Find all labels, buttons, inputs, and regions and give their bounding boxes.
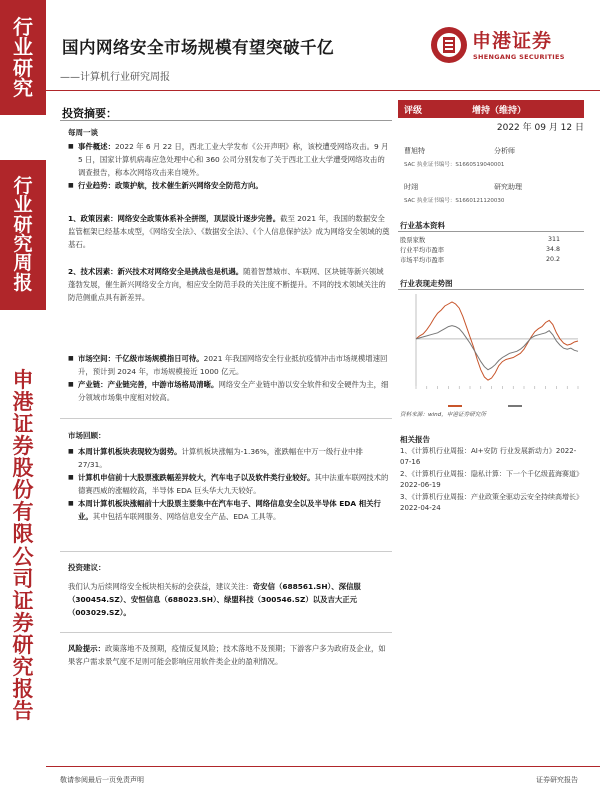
legend-swatch-1	[448, 405, 462, 407]
section-divider	[60, 551, 392, 552]
table-cell-value: 311	[547, 235, 560, 243]
logo-english-name: SHENGANG SECURITIES	[473, 53, 565, 61]
item-text: 2021 年我国网络安全行业抵抗疫情冲击市场规模增速回升，预计到 2024 年，市场规模接近 1000 亿元。	[78, 354, 388, 376]
band-char: 证	[12, 411, 34, 437]
risk-paragraph	[68, 642, 390, 668]
band-char: 行	[13, 174, 33, 197]
table-row	[400, 234, 582, 244]
related-reports-list	[400, 446, 584, 515]
analyst-role: 研究助理	[494, 183, 522, 191]
analyst-name: 曹旭特	[404, 147, 425, 155]
band-char: 证	[12, 587, 34, 613]
band-char: 券	[12, 609, 34, 635]
item-label: 本周计算机板块表现较为弱势。	[78, 447, 182, 456]
item-text: 网络安全产业链中游以安全软件和安全硬件为主，细分领域市场集中度相对较高。	[78, 380, 389, 402]
band-char: 行	[13, 14, 33, 39]
table-cell-value: 20.2	[545, 255, 560, 263]
risk-text: 政策落地不及预期，疫情反复风险；技术落地不及预期；下游客户多为政府及企业，如果客户需求景气度不足则可能会影响应用软件类企业的盈利情况。	[68, 644, 386, 666]
policy-paragraph	[68, 212, 390, 251]
band-char: 究	[13, 233, 33, 255]
page-title: 国内网络安全市场规模有望突破千亿	[62, 38, 334, 57]
related-report-link[interactable]: 3、《计算机行业周报：产业政策全驱动云安全持续高增长》2022-04-24	[400, 493, 583, 512]
basic-data-divider	[398, 231, 584, 232]
table-cell-value: 34.8	[545, 245, 560, 253]
policy-text: 截至 2021 年，我国的数据安全监管框架已经基本成型，《网络安全法》、《数据安全法》、《个人信息保护法》成为网络安全领域的奠基石。	[68, 214, 390, 249]
item-label: 产业链：产业链完善，中游市场格局清晰。	[78, 380, 219, 389]
advice-text: 我们认为后续网络安全板块相关标的会获益，建议关注：	[68, 582, 253, 591]
list-item	[68, 352, 390, 378]
item-text: 计算机板块涨幅为-1.36%，涨跌幅在中万一级行业中排 27/31。	[78, 447, 363, 469]
abstract-heading: 投资摘要：	[62, 107, 117, 120]
table-row	[400, 244, 582, 254]
band-char: 报	[12, 675, 34, 701]
footer-disclaimer: 敬请参阅最后一页免责声明	[60, 776, 144, 784]
performance-divider	[398, 289, 584, 290]
advice-stocks: 奇安信（688561.SH）、深信服（300454.SZ）、安恒信息（688023.SH）、绿盟科技（300546.SZ）以及吉大正元（003029.SZ）。	[68, 582, 361, 617]
page-subtitle: ——计算机行业研究周报	[60, 72, 170, 83]
investment-advice-heading: 投资建议：	[68, 563, 106, 572]
weekly-heading: 每周一谈	[68, 128, 98, 137]
band-char: 业	[13, 35, 33, 60]
chart-series-line-2	[416, 326, 578, 370]
band-char: 研	[12, 631, 34, 657]
section-divider	[60, 632, 392, 633]
chart-series-group	[416, 302, 578, 380]
basic-data-heading: 行业基本资料	[400, 221, 445, 230]
abstract-divider	[60, 120, 392, 121]
band-char: 券	[12, 433, 34, 459]
risk-label: 风险提示：	[68, 644, 105, 653]
policy-label: 1、政策因素：网络安全政策体系补全拼图，顶层设计逐步完善。	[68, 214, 281, 223]
analyst-sac-number: SAC 执业证书编号：S1660519040001	[404, 162, 505, 168]
band-char: 报	[13, 271, 33, 294]
band-char: 周	[13, 252, 33, 275]
item-label: 计算机申信前十大股票涨跌幅差异较大，汽车电子以及软件类行业较好。	[78, 473, 315, 482]
item-text: 其中法重车联网技术的德赛西威的涨幅较高，半导体 EDA 巨头华大九天较好。	[78, 473, 389, 495]
header-divider	[46, 90, 600, 91]
table-cell-label: 行业平均市盈率	[400, 246, 445, 254]
section-divider	[60, 418, 392, 419]
band-char: 港	[12, 389, 34, 415]
table-cell-label: 市场平均市盈率	[400, 256, 445, 264]
legend-swatch-2	[508, 405, 522, 407]
chart-series-line-1	[416, 302, 578, 380]
band-industry-research	[0, 0, 46, 115]
related-reports-heading: 相关报告	[400, 435, 430, 444]
investment-advice-paragraph	[68, 580, 390, 619]
band-char: 研	[13, 55, 33, 80]
list-item	[68, 497, 390, 523]
band-char: 究	[13, 75, 33, 100]
table-cell-label: 股票家数	[400, 236, 426, 244]
logo-chinese-name: 申港证券	[472, 30, 553, 52]
rating-label: 评级	[404, 106, 423, 116]
table-row	[400, 254, 582, 264]
rating-bar	[398, 100, 584, 118]
band-char: 限	[12, 521, 34, 547]
rating-value: 增持（维持）	[472, 106, 527, 116]
report-date: 2022 年 09 月 12 日	[496, 123, 584, 133]
band-char: 告	[12, 697, 34, 723]
item-label: 本周计算机板块涨幅前十大股票主要集中在汽车电子、网络信息安全以及半导体 EDA 相关行业。	[78, 499, 381, 521]
item-text: 其中包括车联网服务、网络信息安全产品、EDA 工具等。	[92, 512, 281, 521]
item-label: 事件概述：	[78, 142, 115, 151]
performance-chart	[398, 294, 584, 414]
related-report-link[interactable]: 2、《计算机行业周报：隐私计算：下一个千亿级蓝海赛道》2022-06-19	[400, 470, 583, 489]
analyst-sac-number: SAC 执业证书编号：S1660121120030	[404, 198, 505, 204]
list-item	[68, 140, 390, 179]
technology-label: 2、技术因素：新兴技术对网络安全是挑战也是机遇。	[68, 267, 244, 276]
company-logo	[430, 24, 580, 68]
band-company-name	[0, 367, 46, 723]
band-char: 公	[12, 543, 34, 569]
band-char: 份	[12, 477, 34, 503]
band-char: 究	[12, 653, 34, 679]
performance-heading: 行业表现走势图	[400, 279, 453, 288]
band-char: 业	[13, 194, 33, 217]
item-label: 行业趋势：政策护航，技术催生新兴网络安全防范方向。	[78, 181, 263, 190]
list-item	[68, 445, 390, 471]
list-item	[68, 471, 390, 497]
market-list	[68, 352, 390, 404]
left-vertical-band	[0, 0, 46, 800]
analyst-name: 时翊	[404, 183, 418, 191]
band-char: 有	[12, 499, 34, 525]
band-weekly-report	[0, 160, 46, 310]
band-char: 司	[12, 565, 34, 591]
list-item	[68, 179, 390, 192]
band-char: 研	[13, 213, 33, 236]
list-item	[68, 378, 390, 404]
market-review-list	[68, 445, 390, 523]
item-label: 市场空间：千亿级市场规模指日可待。	[78, 354, 204, 363]
chart-legend	[448, 405, 522, 407]
technology-paragraph	[68, 265, 390, 304]
chart-x-ticks	[416, 386, 578, 389]
band-char: 股	[12, 455, 34, 481]
footer-label: 证券研究报告	[536, 776, 578, 784]
basic-data-table	[400, 234, 582, 264]
related-report-link[interactable]: 1、《计算机行业周报：AI+安防 行业发展新动力》2022-07-16	[400, 447, 577, 466]
footer-divider	[46, 766, 600, 767]
analyst-role: 分析师	[494, 147, 515, 155]
chart-source: 资料来源：wind，申港证券研究所	[400, 412, 486, 418]
logo-mark-icon	[430, 26, 468, 64]
market-review-heading: 市场回顾：	[68, 431, 106, 440]
band-char: 申	[12, 367, 34, 393]
item-text: 2022 年 6 月 22 日，西北工业大学发布《公开声明》称，该校遭受网络攻击。9 月 5 日，国家计算机病毒应急处理中心和 360 公司分别发布了关于西北工业大学遭受网络攻击的调查报告，称本次网络攻击来自境外。	[78, 142, 389, 177]
technology-text: 随着智慧城市、车联网、区块链等新兴领域蓬勃发展，催生新兴网络安全方向，相应安全防范手段的关注度不断提升。不同的技术领域关注的防范侧重点具有新差异。	[68, 267, 386, 302]
news-list	[68, 140, 390, 192]
